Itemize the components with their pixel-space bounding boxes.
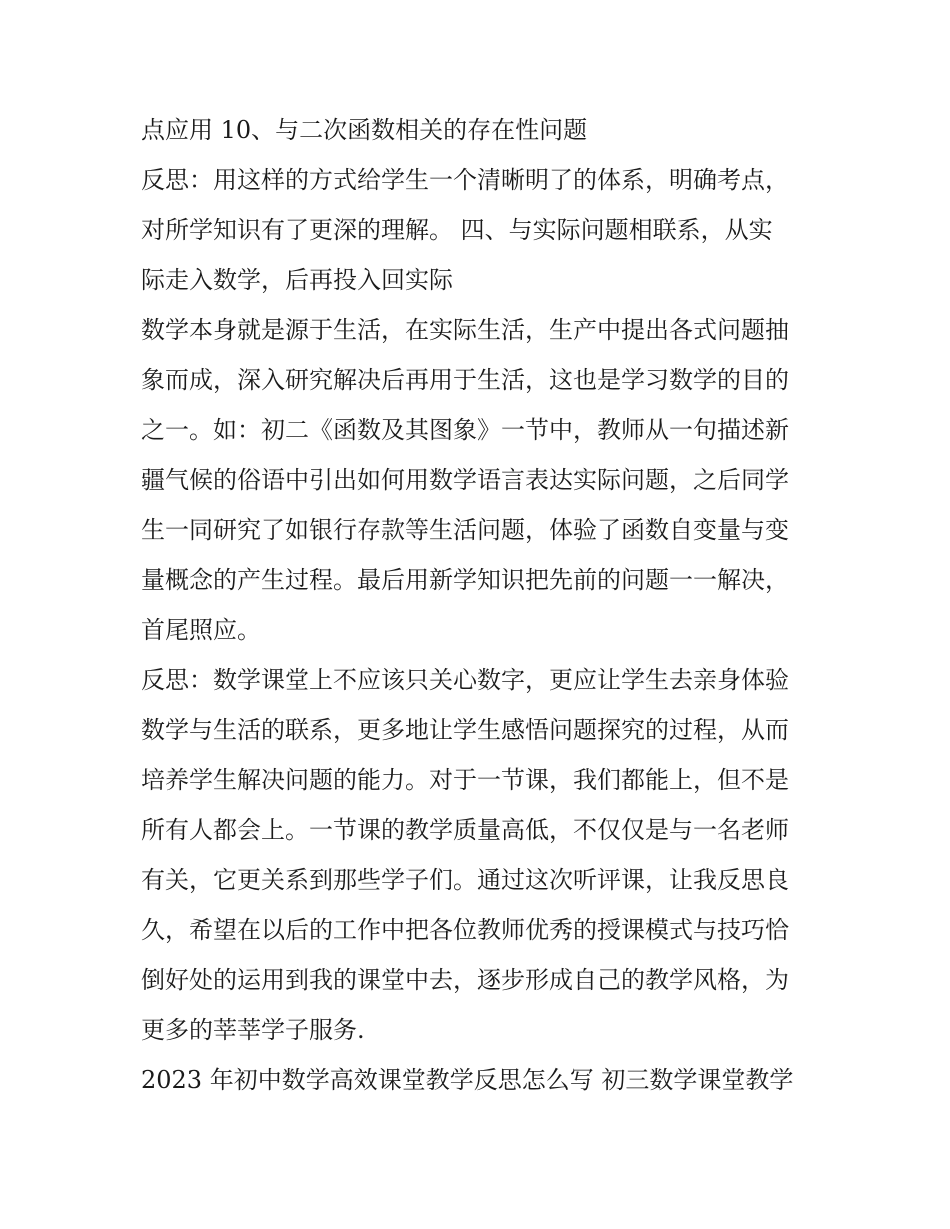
text-line: 2023 年初中数学高效课堂教学反思怎么写 初三数学课堂教学 (141, 1066, 794, 1094)
document-body (141, 105, 813, 1105)
text-line: 更多的莘莘学子服务. (141, 1016, 365, 1044)
text-line: 量概念的产生过程。最后用新学知识把先前的问题一一解决， (141, 566, 789, 594)
text-line: 所有人都会上。一节课的教学质量高低，不仅仅是与一名老师 (141, 816, 789, 844)
text-line: 有关，它更关系到那些学子们。通过这次听评课，让我反思良 (141, 866, 789, 894)
text-line: 倒好处的运用到我的课堂中去，逐步形成自己的教学风格，为 (141, 966, 789, 994)
paragraph-1 (141, 105, 813, 155)
text-line: 首尾照应。 (141, 616, 261, 644)
text-line: 数学本身就是源于生活，在实际生活，生产中提出各式问题抽 (141, 316, 789, 344)
paragraph-4 (141, 655, 813, 1055)
text-line: 点应用 10、与二次函数相关的存在性问题 (141, 116, 588, 144)
paragraph-5 (141, 1055, 813, 1105)
text-line: 反思：数学课堂上不应该只关心数字，更应让学生去亲身体验 (141, 666, 789, 694)
text-line: 久，希望在以后的工作中把各位教师优秀的授课模式与技巧恰 (141, 916, 789, 944)
text-line: 反思：用这样的方式给学生一个清晰明了的体系，明确考点， (141, 166, 789, 194)
text-line: 象而成，深入研究解决后再用于生活，这也是学习数学的目的 (141, 366, 789, 394)
text-line: 对所学知识有了更深的理解。 四、与实际问题相联系，从实 (141, 216, 773, 244)
paragraph-3 (141, 305, 813, 655)
text-line: 数学与生活的联系，更多地让学生感悟问题探究的过程，从而 (141, 716, 789, 744)
text-line: 之一。如：初二《函数及其图象》一节中，教师从一句描述新 (141, 416, 789, 444)
text-line: 生一同研究了如银行存款等生活问题，体验了函数自变量与变 (141, 516, 789, 544)
text-line: 培养学生解决问题的能力。对于一节课，我们都能上，但不是 (141, 766, 789, 794)
text-line: 际走入数学，后再投入回实际 (141, 266, 453, 294)
text-line: 疆气候的俗语中引出如何用数学语言表达实际问题，之后同学 (141, 466, 789, 494)
paragraph-2 (141, 155, 813, 305)
